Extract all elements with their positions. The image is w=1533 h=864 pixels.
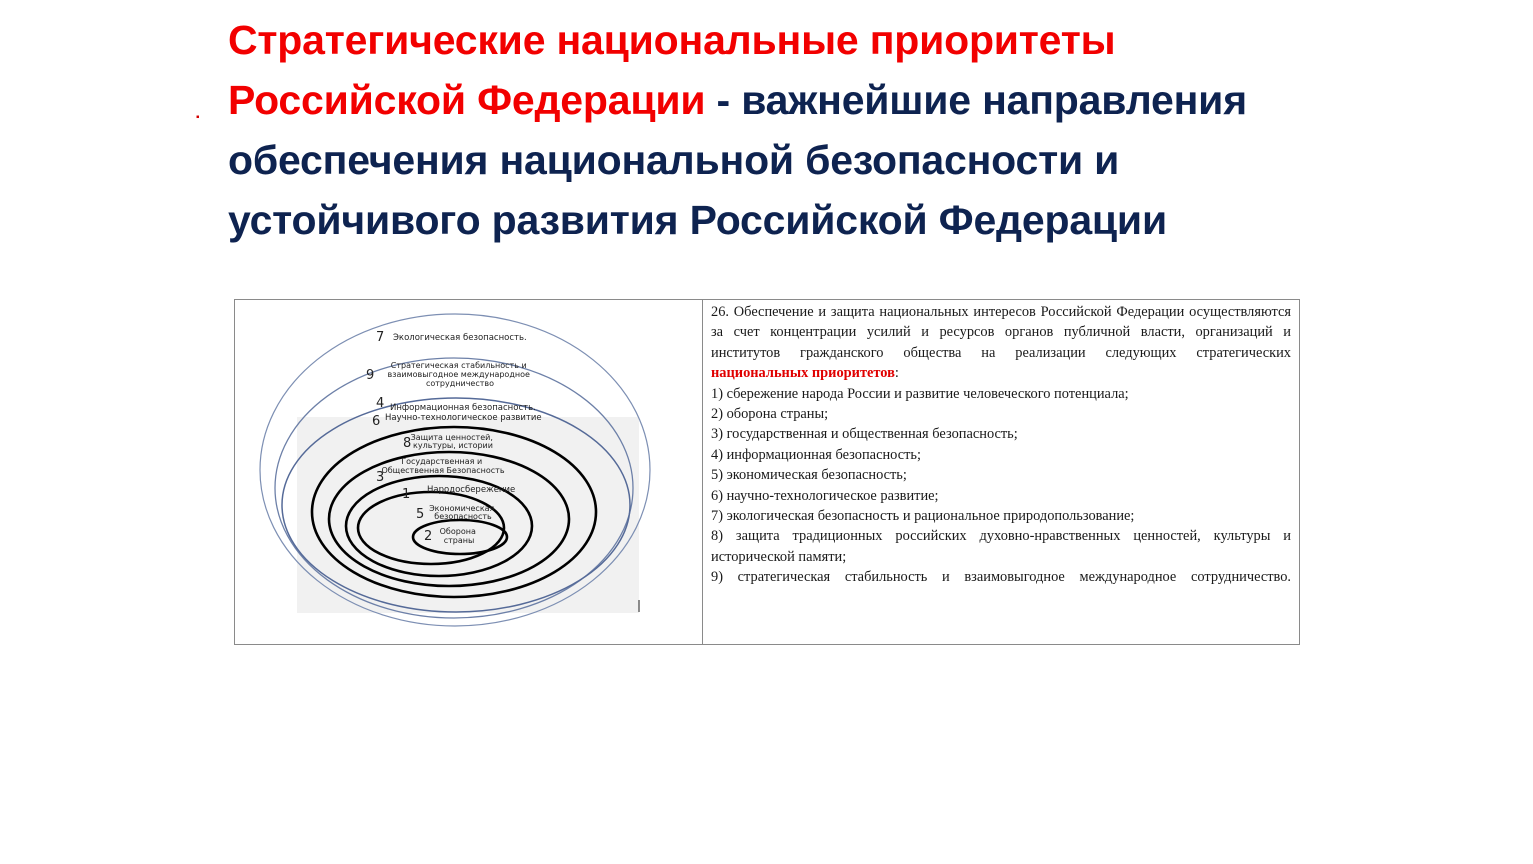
ring-label: Стратегическая стабильность и взаимовыгодное международное сотрудничество [387, 361, 530, 388]
list-item: 8) защита традиционных российских духовно-нравственных ценностей, культуры и исторической памяти; [711, 528, 1291, 565]
ring-number: 1 [402, 487, 411, 502]
article-text-cell [703, 300, 1299, 644]
list-item: 9) стратегическая стабильность и взаимовыгодное международное сотрудничество. [711, 569, 1291, 586]
ring-number: 6 [372, 414, 381, 429]
list-item: 3) государственная и общественная безопасность; [711, 426, 1018, 443]
article-intro-text: 26. Обеспечение и защита национальных интересов Российской Федерации осуществляются за счет концентрации усилий и ресурсов органов публичной власти, организаций и институтов гражданского общества на реализации следующих стратегических [711, 304, 1291, 361]
article-intro-highlight: национальных приоритетов [711, 365, 895, 382]
ring-number: 8 [403, 436, 412, 451]
ring-label: Оборона страны [439, 527, 476, 545]
ring-number: 3 [376, 470, 385, 485]
list-item: 4) информационная безопасность; [711, 446, 921, 463]
slide-title [228, 10, 1348, 250]
slide-marker: ▪ [196, 112, 200, 123]
ring-label: Информационная безопасность. [390, 403, 536, 413]
ring-label: Народосбережение [427, 485, 516, 495]
list-item: 2) оборона страны; [711, 406, 829, 423]
priorities-list [711, 384, 1291, 588]
ring-number: 9 [366, 368, 375, 383]
ring-number: 2 [424, 529, 433, 544]
ring-label: Государственная и Общественная Безопасность [381, 457, 505, 475]
ring-label: Экономическая безопасность [429, 504, 495, 521]
ring-label: Экологическая безопасность. [393, 333, 527, 343]
article-intro-colon: : [894, 365, 899, 382]
priorities-diagram-cell [235, 300, 703, 644]
content-table [234, 299, 1300, 645]
priorities-diagram [235, 300, 703, 646]
article-intro [711, 302, 1291, 384]
ring-number: 7 [376, 330, 385, 345]
list-item: 1) сбережение народа России и развитие человеческого потенциала; [711, 385, 1129, 402]
list-item: 7) экологическая безопасность и рациональное природопользование; [711, 508, 1135, 525]
ring-number: 5 [416, 507, 425, 522]
title-rest: - важнейшие направления обеспечения национальной безопасности и устойчивого развития Российской Федерации [228, 77, 1247, 243]
ring-label: Защита ценностей, культуры, истории [410, 433, 493, 450]
title-highlight: Стратегические национальные приоритеты Российской Федерации [228, 17, 1116, 123]
list-item: 5) экономическая безопасность; [711, 467, 907, 484]
list-item: 6) научно-технологическое развитие; [711, 487, 939, 504]
ring-label: Научно-технологическое развитие [385, 413, 542, 423]
ring-number: 4 [376, 396, 385, 411]
